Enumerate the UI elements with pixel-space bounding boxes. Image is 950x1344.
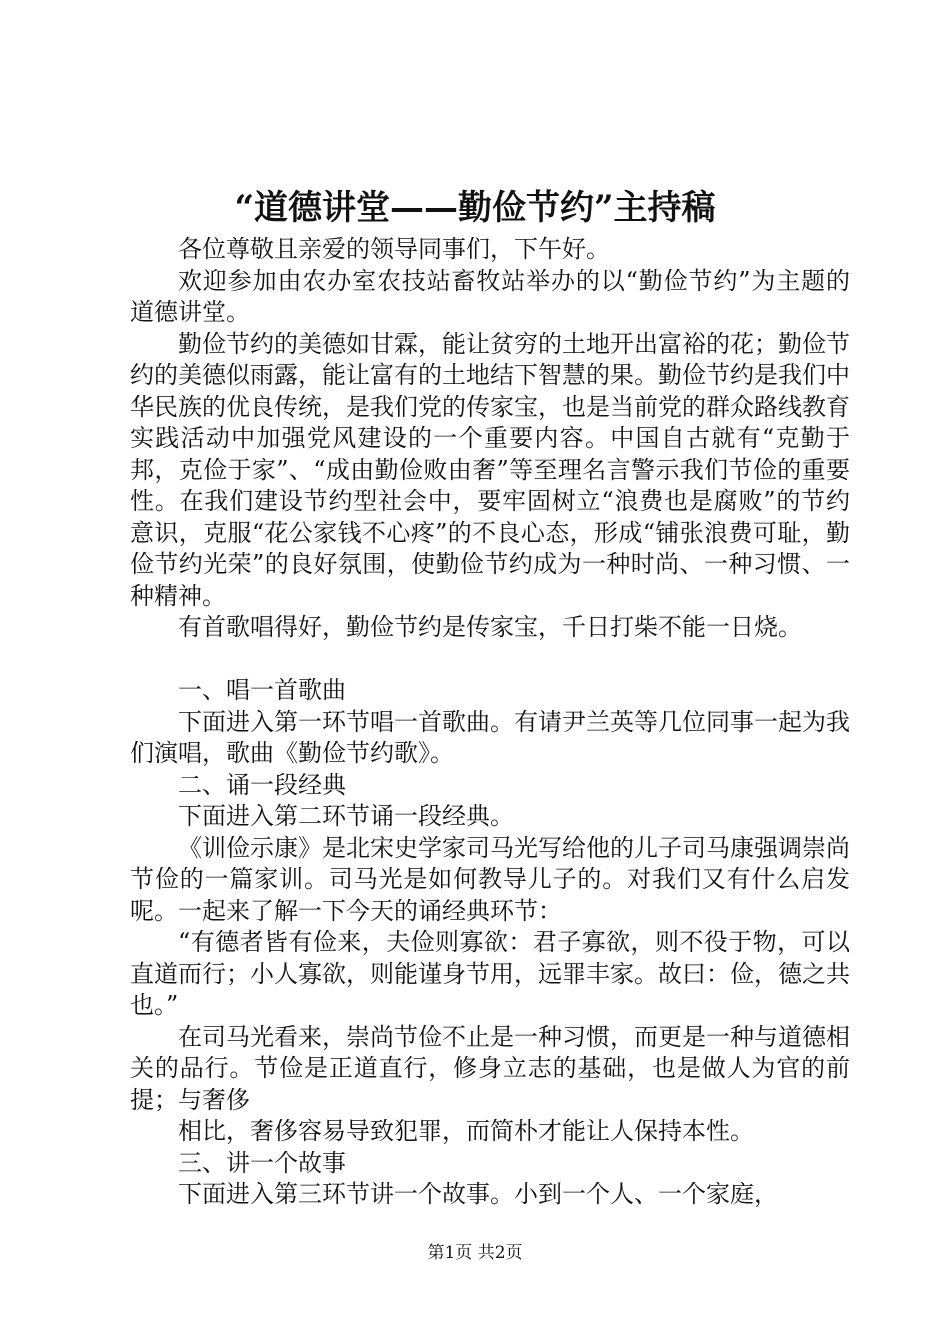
paragraph-greeting: 各位尊敬且亲爱的领导同事们，下午好。 (178, 235, 610, 263)
paragraph-blank (130, 644, 850, 676)
paragraph-sima-view-cont: 相比，奢侈容易导致犯罪，而简朴才能让人保持本性。 (178, 1117, 754, 1145)
paragraph-virtue: 勤俭节约的美德如甘霖，能让贫穷的土地开出富裕的花；勤俭节约的美德似雨露，能让富有的土地结下智慧的果。勤俭节约是我们中华民族的优良传统，是我们党的传家宝，也是当前党的群众路线教育实践活动中加强党风建设的一个重要内容。中国自古就有“克勤于邦，克俭于家”、“成由勤俭败由奢”等至理名言警示我们节俭的重要性。在我们建设节约型社会中，要牢固树立“浪费也是腐败”的节约意识，克服“花公家钱不心疼”的不良心态，形成“铺张浪费可耻，勤俭节约光荣”的良好氛围，使勤俭节约成为一种时尚、一种习惯、一种精神。 (130, 329, 850, 610)
paragraph-xunjian: 《训俭示康》是北宋史学家司马光写给他的儿子司马康强调崇尚节俭的一篇家训。司马光是如何教导儿子的。对我们又有什么启发呢。一起来了解一下今天的诵经典环节： (130, 833, 850, 925)
paragraph-song-quote: 有首歌唱得好，勤俭节约是传家宝，千日打柴不能一日烧。 (178, 613, 802, 641)
paragraph-welcome: 欢迎参加由农办室农技站畜牧站举办的以“勤俭节约”为主题的道德讲堂。 (130, 266, 850, 326)
document-body (130, 234, 850, 1211)
paragraph-classic-quote: “有德者皆有俭来，夫俭则寡欲：君子寡欲，则不役于物，可以直道而行；小人寡欲，则能谨身节用，远罪丰家。故曰：俭，德之共也。” (130, 928, 850, 1019)
section-heading-classic: 二、诵一段经典 (178, 770, 346, 799)
paragraph-sima-view: 在司马光看来，崇尚节俭不止是一种习惯，而更是一种与道德相关的品行。节俭是正道直行，修身立志的基础，也是做人为官的前提；与奢侈 (130, 1022, 850, 1114)
document-title: “道德讲堂——勤俭节约”主持稿 (234, 188, 716, 228)
paragraph-classic-intro: 下面进入第二环节诵一段经典。 (178, 802, 514, 830)
section-heading-song: 一、唱一首歌曲 (178, 676, 346, 704)
paragraph-story-intro: 下面进入第三环节讲一个故事。小到一个人、一个家庭， (178, 1180, 778, 1208)
paragraph-song-intro: 下面进入第一环节唱一首歌曲。有请尹兰英等几位同事一起为我们演唱，歌曲《勤俭节约歌》。 (130, 707, 850, 767)
section-heading-story: 三、讲一个故事 (178, 1148, 346, 1177)
page-number-footer: 第1页 共2页 (427, 1243, 523, 1263)
